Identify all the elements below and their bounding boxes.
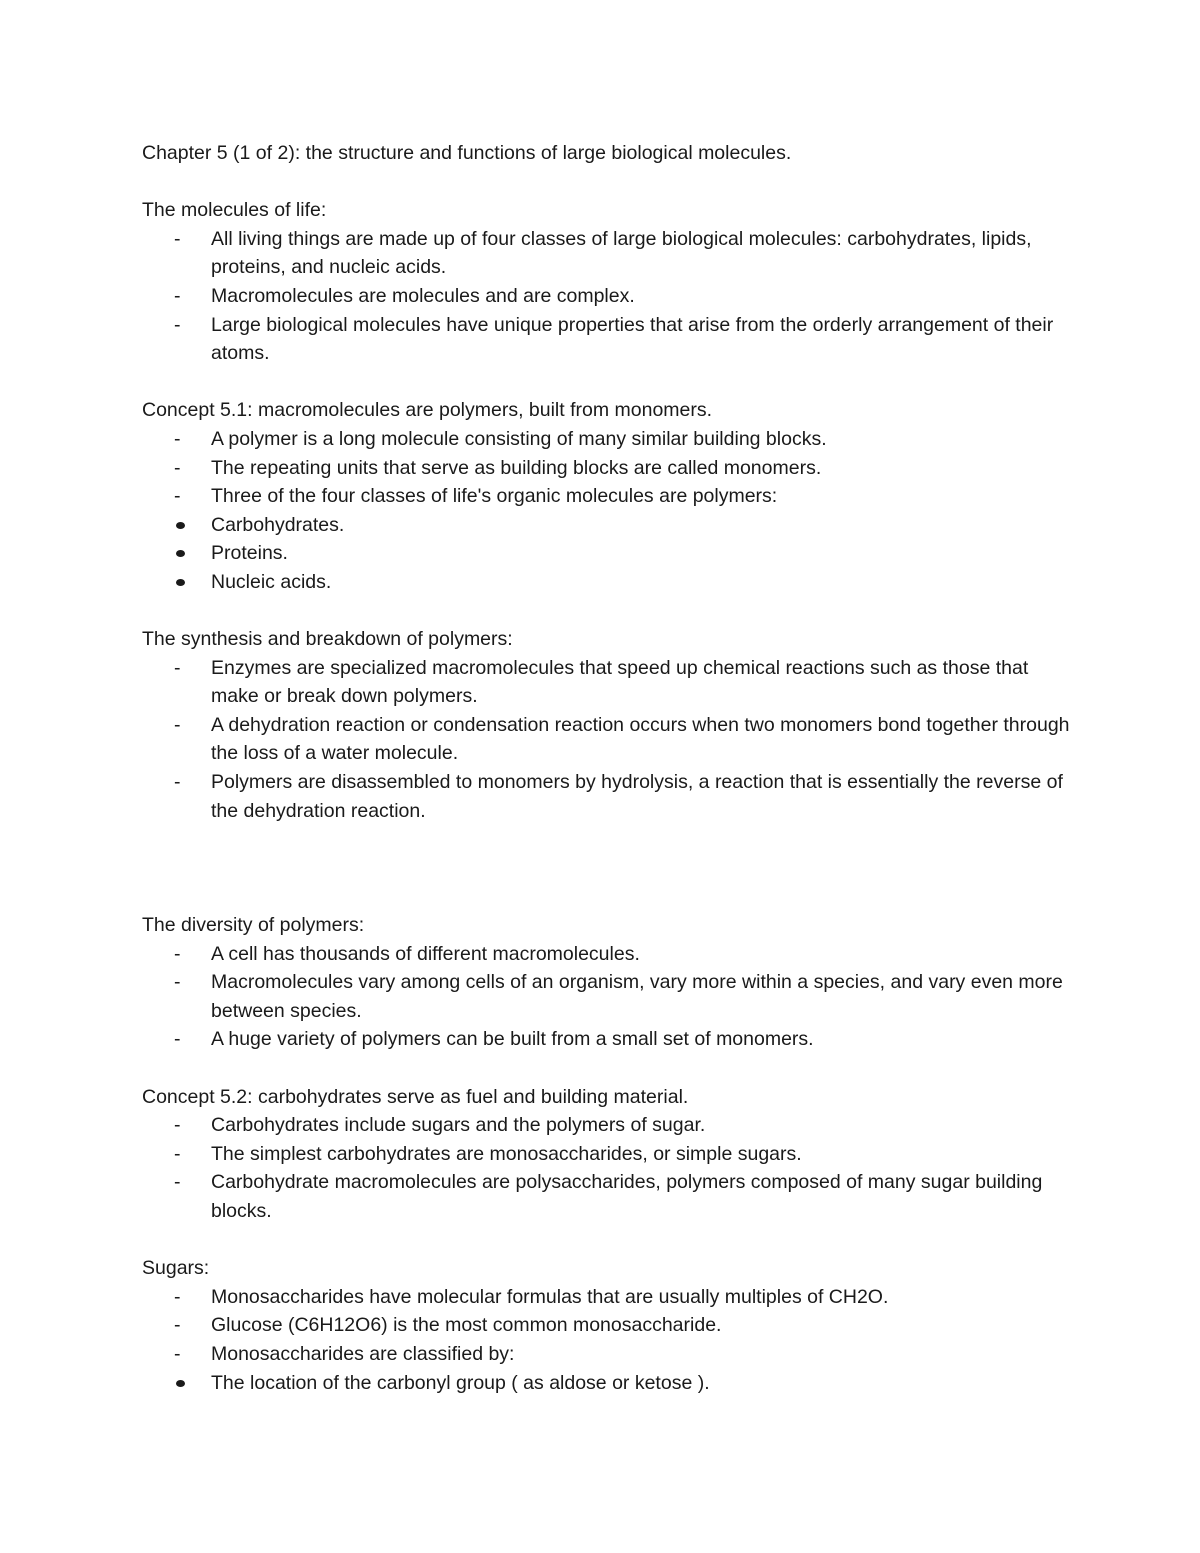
dash-marker — [174, 968, 194, 997]
list-item — [142, 940, 1072, 969]
list-item-text: A cell has thousands of different macromolecules. — [211, 942, 640, 965]
list-item — [142, 568, 1072, 597]
dash-marker — [174, 1311, 194, 1340]
list-item — [142, 311, 1072, 368]
section-heading: The synthesis and breakdown of polymers: — [142, 628, 513, 651]
document-title: Chapter 5 (1 of 2): the structure and functions of large biological molecules. — [142, 142, 792, 164]
section-molecules-of-life — [142, 196, 1072, 368]
list-item-text: A dehydration reaction or condensation reaction occurs when two monomers bond together through the loss of a water molecule. — [211, 713, 1070, 765]
list-item — [142, 711, 1072, 768]
dash-marker — [174, 711, 194, 740]
list-item — [142, 225, 1072, 282]
list-item-text: Carbohydrates. — [211, 513, 345, 536]
dash-marker — [174, 1025, 194, 1054]
list-item — [142, 1311, 1072, 1340]
list-item — [142, 282, 1072, 311]
list-item — [142, 482, 1072, 511]
dash-marker — [174, 1140, 194, 1169]
dash-marker — [174, 311, 194, 340]
list-item-text: The simplest carbohydrates are monosaccharides, or simple sugars. — [211, 1142, 802, 1165]
bullet-icon — [176, 579, 185, 586]
section-heading: Concept 5.2: carbohydrates serve as fuel and building material. — [142, 1085, 689, 1108]
list-item-text: Macromolecules are molecules and are complex. — [211, 284, 635, 307]
list-item-text: Carbohydrate macromolecules are polysaccharides, polymers composed of many sugar building blocks. — [211, 1171, 1043, 1222]
dash-marker — [174, 425, 194, 454]
list-item-text: Monosaccharides are classified by: — [211, 1342, 515, 1365]
list-item — [142, 1111, 1072, 1140]
section-synthesis-breakdown — [142, 625, 1072, 825]
dash-marker — [174, 1283, 194, 1312]
section-heading: Sugars: — [142, 1257, 210, 1280]
dash-marker — [174, 1168, 194, 1197]
bullet-icon — [176, 550, 185, 557]
dash-marker — [174, 282, 194, 311]
bullet-icon — [176, 522, 185, 529]
dash-marker — [174, 454, 194, 483]
list-item — [142, 768, 1072, 825]
list-item — [142, 1283, 1072, 1312]
list-item-text: Polymers are disassembled to monomers by hydrolysis, a reaction that is essentially the reverse of the dehydration reaction. — [211, 771, 1063, 822]
list-item-text: Large biological molecules have unique properties that arise from the orderly arrangement of their atoms. — [211, 313, 1054, 365]
list-item-text: Monosaccharides have molecular formulas that are usually multiples of CH2O. — [211, 1285, 889, 1308]
section-heading: Concept 5.1: macromolecules are polymers, built from monomers. — [142, 399, 713, 422]
list-item-text: Carbohydrates include sugars and the polymers of sugar. — [211, 1114, 706, 1137]
list-item-text: All living things are made up of four classes of large biological molecules: carbohydrates, lipids, proteins, and nucleic acids. — [211, 227, 1032, 279]
section-concept-5-1 — [142, 396, 1072, 596]
list-item — [142, 1140, 1072, 1169]
list-item-text: Glucose (C6H12O6) is the most common monosaccharide. — [211, 1314, 722, 1337]
dash-marker — [174, 1340, 194, 1369]
list-item — [142, 454, 1072, 483]
list-item-text: The repeating units that serve as building blocks are called monomers. — [211, 456, 822, 479]
list-item-text: Nucleic acids. — [211, 570, 332, 593]
list-item — [142, 1369, 1072, 1398]
list-item — [142, 511, 1072, 540]
dash-marker — [174, 768, 194, 797]
list-item — [142, 425, 1072, 454]
list-item-text: A polymer is a long molecule consisting of many similar building blocks. — [211, 427, 827, 450]
list-item — [142, 539, 1072, 568]
section-heading: The molecules of life: — [142, 199, 327, 222]
list-item-text: The location of the carbonyl group ( as aldose or ketose ). — [211, 1371, 710, 1394]
bullet-icon — [176, 1380, 185, 1387]
list-item — [142, 1168, 1072, 1225]
list-item-text: A huge variety of polymers can be built from a small set of monomers. — [211, 1028, 814, 1051]
list-item-text: Proteins. — [211, 542, 288, 565]
list-item-text: Three of the four classes of life's organic molecules are polymers: — [211, 485, 778, 508]
dash-marker — [174, 225, 194, 254]
section-heading: The diversity of polymers: — [142, 914, 365, 937]
dash-marker — [174, 940, 194, 969]
section-concept-5-2 — [142, 1083, 1072, 1226]
dash-marker — [174, 482, 194, 511]
document-page — [142, 139, 1072, 1397]
section-sugars — [142, 1254, 1072, 1397]
list-item-text: Enzymes are specialized macromolecules that speed up chemical reactions such as those that make or break down polymers. — [211, 656, 1029, 708]
list-item — [142, 1340, 1072, 1369]
list-item-text: Macromolecules vary among cells of an organism, vary more within a species, and vary even more between species. — [211, 971, 1063, 1022]
list-item — [142, 1025, 1072, 1054]
section-diversity-of-polymers — [142, 911, 1072, 1054]
dash-marker — [174, 1111, 194, 1140]
list-item — [142, 654, 1072, 711]
list-item — [142, 968, 1072, 1025]
dash-marker — [174, 654, 194, 683]
